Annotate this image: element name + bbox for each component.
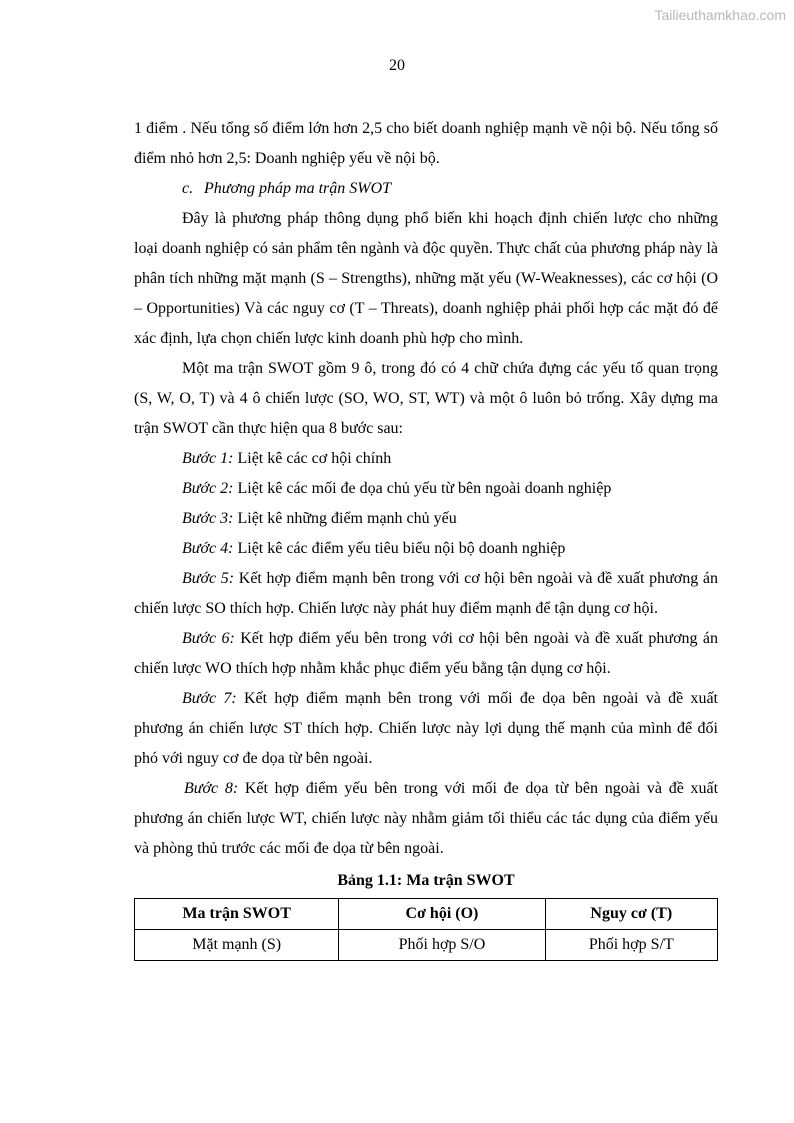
- table-header-cell: Nguy cơ (T): [545, 899, 717, 930]
- table-cell: Phối hợp S/T: [545, 930, 717, 961]
- step-6: [134, 624, 718, 684]
- table-cell: Phối hợp S/O: [339, 930, 545, 961]
- table-caption: Bảng 1.1: Ma trận SWOT: [337, 872, 515, 889]
- step-label: Bước 1:: [182, 450, 234, 467]
- paragraph-swot-definition: Đây là phương pháp thông dụng phổ biến khi hoạch định chiến lược cho những loại doanh nghiệp có sản phẩm tên ngành và độc quyền. Thực chất của phương pháp này là phân tích những mặt mạnh (S – Strengths), những mặt yếu (W-Weaknesses), các cơ hội (O – Opportunities) Và các nguy cơ (T – Threats), doanh nghiệp phải phối hợp các mặt đó để xác định, lựa chọn chiến lược kinh doanh phù hợp cho mình.: [134, 210, 718, 347]
- step-label: Bước 2:: [182, 480, 234, 497]
- step-4: [134, 534, 718, 564]
- step-label: Bước 3:: [182, 510, 234, 527]
- step-text: Liệt kê các cơ hội chính: [233, 450, 392, 467]
- step-5: [134, 564, 718, 624]
- table-header-cell: Ma trận SWOT: [135, 899, 339, 930]
- paragraph-swot-structure: Một ma trận SWOT gồm 9 ô, trong đó có 4 chữ chứa đựng các yếu tố quan trọng (S, W, O, T) và 4 ô chiến lược (SO, WO, ST, WT) và một ô luôn bỏ trống. Xây dựng ma trận SWOT cần thực hiện qua 8 bước sau:: [134, 360, 718, 437]
- step-8: [134, 774, 718, 864]
- step-text: Liệt kê các mối đe dọa chủ yếu từ bên ngoài doanh nghiệp: [233, 480, 612, 497]
- step-label: Bước 6:: [182, 630, 235, 647]
- table-cell: Mặt mạnh (S): [135, 930, 339, 961]
- table-row: [135, 930, 718, 961]
- step-label: Bước 5:: [182, 570, 235, 587]
- step-text: Kết hợp điểm mạnh bên trong với mối đe dọa bên ngoài và đề xuất phương án chiến lược ST thích hợp. Chiến lược này lợi dụng thế mạnh của mình để đối phó với nguy cơ đe dọa từ bên ngoài.: [134, 690, 719, 767]
- step-label: Bước 4:: [182, 540, 234, 557]
- step-1: [134, 444, 718, 474]
- page-number: 20: [389, 57, 405, 74]
- watermark: Tailieuthamkhao.com: [654, 7, 786, 23]
- step-text: Kết hợp điểm mạnh bên trong với cơ hội bên ngoài và đề xuất phương án chiến lược SO thích hợp. Chiến lược này phát huy điểm mạnh để tận dụng cơ hội.: [134, 570, 719, 617]
- step-3: [134, 504, 718, 534]
- section-number: c.: [182, 180, 194, 197]
- swot-table: [134, 898, 718, 961]
- step-2: [134, 474, 718, 504]
- section-heading: [134, 174, 718, 204]
- step-text: Liệt kê các điểm yếu tiêu biểu nội bộ doanh nghiệp: [233, 540, 566, 557]
- step-text: Kết hợp điểm yếu bên trong với mối đe dọa từ bên ngoài và đề xuất phương án chiến lược WT, chiến lược này nhằm giảm tối thiểu các tác dụng của điểm yếu và phòng thủ trước các mối đe dọa từ bên ngoài.: [134, 780, 719, 857]
- step-7: [134, 684, 718, 774]
- step-label: Bước 8:: [184, 780, 239, 797]
- step-text: Kết hợp điểm yếu bên trong với cơ hội bên ngoài và đề xuất phương án chiến lược WO thích hợp nhằm khắc phục điểm yếu bằng tận dụng cơ hội.: [134, 630, 719, 677]
- section-title: Phương pháp ma trận SWOT: [204, 180, 392, 197]
- table-header-row: [135, 899, 718, 930]
- step-label: Bước 7:: [182, 690, 237, 707]
- paragraph-intro: 1 điểm . Nếu tổng số điểm lớn hơn 2,5 cho biết doanh nghiệp mạnh về nội bộ. Nếu tổng số điểm nhỏ hơn 2,5: Doanh nghiệp yếu về nội bộ.: [134, 120, 718, 167]
- table-header-cell: Cơ hội (O): [339, 899, 545, 930]
- document-body: [134, 114, 718, 961]
- step-text: Liệt kê những điểm mạnh chủ yếu: [233, 510, 457, 527]
